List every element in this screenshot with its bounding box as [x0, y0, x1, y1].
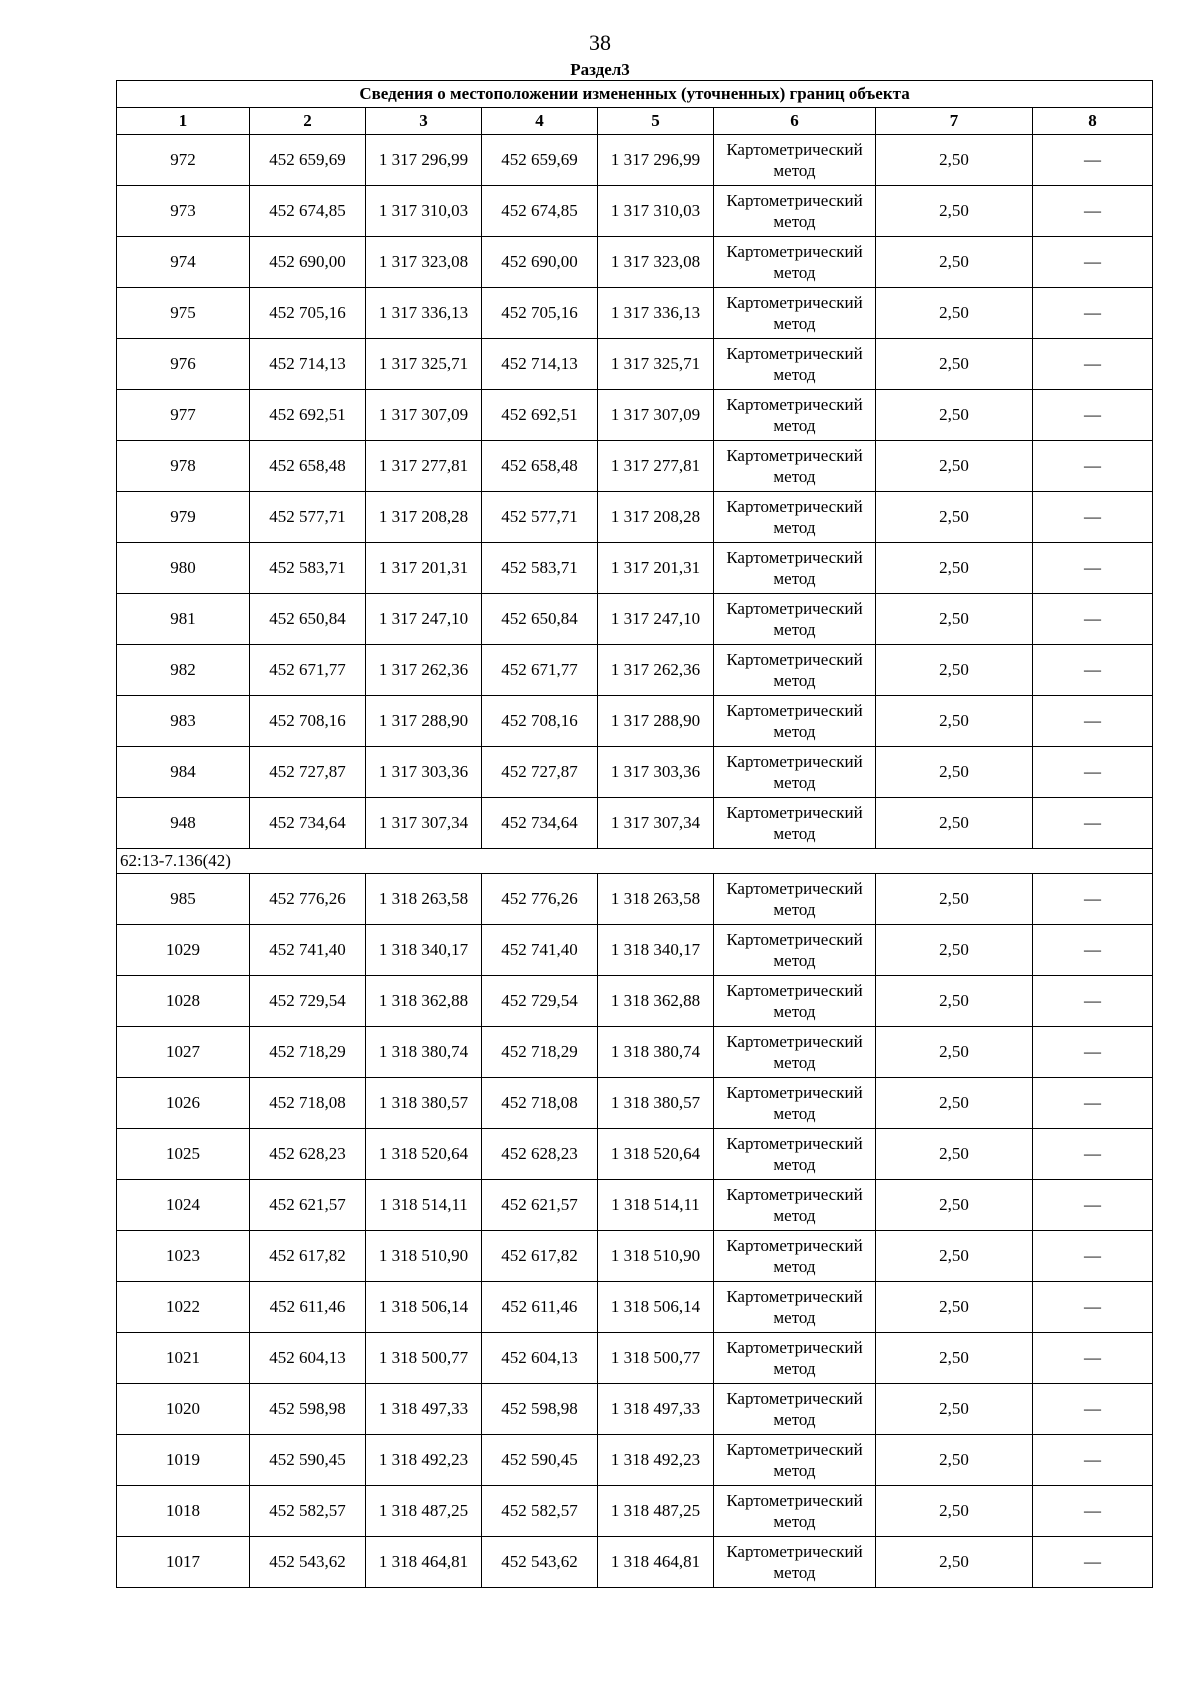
x-old-cell: 452 674,85 — [250, 186, 366, 237]
y-old-cell: 1 317 336,13 — [366, 288, 482, 339]
note-cell: — — [1033, 874, 1153, 925]
point-number-cell: 979 — [117, 492, 250, 543]
table-row — [117, 135, 1153, 186]
point-number-cell: 974 — [117, 237, 250, 288]
x-new-cell: 452 671,77 — [482, 645, 598, 696]
table-caption: Сведения о местоположении измененных (уточненных) границ объекта — [117, 81, 1153, 108]
y-new-cell: 1 318 510,90 — [598, 1231, 714, 1282]
method-cell: Картометрический метод — [714, 186, 876, 237]
x-old-cell: 452 734,64 — [250, 798, 366, 849]
table-row — [117, 186, 1153, 237]
table-row — [117, 288, 1153, 339]
y-old-cell: 1 317 247,10 — [366, 594, 482, 645]
x-new-cell: 452 776,26 — [482, 874, 598, 925]
x-new-cell: 452 577,71 — [482, 492, 598, 543]
y-old-cell: 1 318 464,81 — [366, 1537, 482, 1588]
x-new-cell: 452 628,23 — [482, 1129, 598, 1180]
point-number-cell: 984 — [117, 747, 250, 798]
x-old-cell: 452 727,87 — [250, 747, 366, 798]
point-number-cell: 1026 — [117, 1078, 250, 1129]
table-body — [117, 135, 1153, 1588]
accuracy-cell: 2,50 — [876, 594, 1033, 645]
table-row — [117, 798, 1153, 849]
x-new-cell: 452 692,51 — [482, 390, 598, 441]
x-new-cell: 452 659,69 — [482, 135, 598, 186]
y-old-cell: 1 317 303,36 — [366, 747, 482, 798]
table-row — [117, 390, 1153, 441]
method-cell: Картометрический метод — [714, 1078, 876, 1129]
accuracy-cell: 2,50 — [876, 925, 1033, 976]
accuracy-cell: 2,50 — [876, 441, 1033, 492]
x-new-cell: 452 741,40 — [482, 925, 598, 976]
note-cell: — — [1033, 1180, 1153, 1231]
note-cell: — — [1033, 1384, 1153, 1435]
accuracy-cell: 2,50 — [876, 1537, 1033, 1588]
x-old-cell: 452 577,71 — [250, 492, 366, 543]
accuracy-cell: 2,50 — [876, 1384, 1033, 1435]
x-old-cell: 452 776,26 — [250, 874, 366, 925]
x-new-cell: 452 583,71 — [482, 543, 598, 594]
column-number: 4 — [482, 108, 598, 135]
y-new-cell: 1 317 303,36 — [598, 747, 714, 798]
x-old-cell: 452 598,98 — [250, 1384, 366, 1435]
accuracy-cell: 2,50 — [876, 1027, 1033, 1078]
method-cell: Картометрический метод — [714, 1435, 876, 1486]
section-title: Раздел3 — [570, 60, 630, 79]
y-new-cell: 1 318 506,14 — [598, 1282, 714, 1333]
method-cell: Картометрический метод — [714, 1129, 876, 1180]
method-cell: Картометрический метод — [714, 288, 876, 339]
y-new-cell: 1 318 263,58 — [598, 874, 714, 925]
boundary-coordinates-table — [116, 80, 1153, 1588]
point-number-cell: 975 — [117, 288, 250, 339]
y-old-cell: 1 318 500,77 — [366, 1333, 482, 1384]
y-old-cell: 1 317 296,99 — [366, 135, 482, 186]
x-new-cell: 452 621,57 — [482, 1180, 598, 1231]
note-cell: — — [1033, 925, 1153, 976]
x-old-cell: 452 692,51 — [250, 390, 366, 441]
table-row — [117, 492, 1153, 543]
accuracy-cell: 2,50 — [876, 1435, 1033, 1486]
y-new-cell: 1 318 520,64 — [598, 1129, 714, 1180]
x-new-cell: 452 604,13 — [482, 1333, 598, 1384]
x-old-cell: 452 611,46 — [250, 1282, 366, 1333]
table-row — [117, 696, 1153, 747]
accuracy-cell: 2,50 — [876, 1282, 1033, 1333]
note-cell: — — [1033, 747, 1153, 798]
table-row — [117, 237, 1153, 288]
x-old-cell: 452 582,57 — [250, 1486, 366, 1537]
page-number: 38 — [589, 30, 611, 55]
y-new-cell: 1 318 487,25 — [598, 1486, 714, 1537]
method-cell: Картометрический метод — [714, 492, 876, 543]
x-new-cell: 452 582,57 — [482, 1486, 598, 1537]
column-number: 1 — [117, 108, 250, 135]
x-old-cell: 452 741,40 — [250, 925, 366, 976]
table-row — [117, 1027, 1153, 1078]
table-row — [117, 1537, 1153, 1588]
accuracy-cell: 2,50 — [876, 645, 1033, 696]
point-number-cell: 1021 — [117, 1333, 250, 1384]
note-cell: — — [1033, 135, 1153, 186]
method-cell: Картометрический метод — [714, 1180, 876, 1231]
table-row — [117, 339, 1153, 390]
note-cell: — — [1033, 1537, 1153, 1588]
x-new-cell: 452 734,64 — [482, 798, 598, 849]
y-old-cell: 1 318 514,11 — [366, 1180, 482, 1231]
method-cell: Картометрический метод — [714, 874, 876, 925]
table-row — [117, 1129, 1153, 1180]
point-number-cell: 972 — [117, 135, 250, 186]
note-cell: — — [1033, 339, 1153, 390]
point-number-cell: 1019 — [117, 1435, 250, 1486]
point-number-cell: 1017 — [117, 1537, 250, 1588]
accuracy-cell: 2,50 — [876, 1333, 1033, 1384]
note-cell: — — [1033, 1027, 1153, 1078]
x-new-cell: 452 718,29 — [482, 1027, 598, 1078]
table-row — [117, 874, 1153, 925]
accuracy-cell: 2,50 — [876, 874, 1033, 925]
method-cell: Картометрический метод — [714, 135, 876, 186]
note-cell: — — [1033, 594, 1153, 645]
y-old-cell: 1 317 307,09 — [366, 390, 482, 441]
point-number-cell: 980 — [117, 543, 250, 594]
x-new-cell: 452 714,13 — [482, 339, 598, 390]
y-old-cell: 1 317 288,90 — [366, 696, 482, 747]
x-new-cell: 452 727,87 — [482, 747, 598, 798]
x-old-cell: 452 590,45 — [250, 1435, 366, 1486]
y-new-cell: 1 318 464,81 — [598, 1537, 714, 1588]
table-row — [117, 645, 1153, 696]
x-new-cell: 452 658,48 — [482, 441, 598, 492]
method-cell: Картометрический метод — [714, 1384, 876, 1435]
note-cell: — — [1033, 1435, 1153, 1486]
y-new-cell: 1 317 247,10 — [598, 594, 714, 645]
method-cell: Картометрический метод — [714, 1333, 876, 1384]
accuracy-cell: 2,50 — [876, 1231, 1033, 1282]
x-old-cell: 452 708,16 — [250, 696, 366, 747]
y-new-cell: 1 318 362,88 — [598, 976, 714, 1027]
y-old-cell: 1 317 325,71 — [366, 339, 482, 390]
y-old-cell: 1 317 310,03 — [366, 186, 482, 237]
method-cell: Картометрический метод — [714, 925, 876, 976]
y-old-cell: 1 317 262,36 — [366, 645, 482, 696]
y-old-cell: 1 317 201,31 — [366, 543, 482, 594]
note-cell: — — [1033, 237, 1153, 288]
y-new-cell: 1 318 514,11 — [598, 1180, 714, 1231]
point-number-cell: 1027 — [117, 1027, 250, 1078]
x-old-cell: 452 621,57 — [250, 1180, 366, 1231]
y-old-cell: 1 318 380,74 — [366, 1027, 482, 1078]
x-new-cell: 452 598,98 — [482, 1384, 598, 1435]
y-old-cell: 1 318 362,88 — [366, 976, 482, 1027]
table-row — [117, 543, 1153, 594]
y-new-cell: 1 317 262,36 — [598, 645, 714, 696]
group-label: 62:13-7.136(42) — [117, 849, 1153, 874]
x-old-cell: 452 718,29 — [250, 1027, 366, 1078]
y-new-cell: 1 317 288,90 — [598, 696, 714, 747]
table-row — [117, 1333, 1153, 1384]
method-cell: Картометрический метод — [714, 543, 876, 594]
y-new-cell: 1 317 208,28 — [598, 492, 714, 543]
x-new-cell: 452 718,08 — [482, 1078, 598, 1129]
y-new-cell: 1 318 380,57 — [598, 1078, 714, 1129]
accuracy-cell: 2,50 — [876, 696, 1033, 747]
note-cell: — — [1033, 798, 1153, 849]
column-number: 3 — [366, 108, 482, 135]
x-old-cell: 452 628,23 — [250, 1129, 366, 1180]
x-old-cell: 452 729,54 — [250, 976, 366, 1027]
y-new-cell: 1 318 500,77 — [598, 1333, 714, 1384]
column-number: 8 — [1033, 108, 1153, 135]
note-cell: — — [1033, 1231, 1153, 1282]
note-cell: — — [1033, 441, 1153, 492]
method-cell: Картометрический метод — [714, 645, 876, 696]
y-old-cell: 1 318 492,23 — [366, 1435, 482, 1486]
table-row — [117, 1435, 1153, 1486]
note-cell: — — [1033, 186, 1153, 237]
y-new-cell: 1 318 497,33 — [598, 1384, 714, 1435]
y-old-cell: 1 318 506,14 — [366, 1282, 482, 1333]
y-new-cell: 1 317 201,31 — [598, 543, 714, 594]
y-new-cell: 1 317 325,71 — [598, 339, 714, 390]
note-cell: — — [1033, 288, 1153, 339]
x-old-cell: 452 650,84 — [250, 594, 366, 645]
note-cell: — — [1033, 492, 1153, 543]
note-cell: — — [1033, 1078, 1153, 1129]
y-old-cell: 1 318 340,17 — [366, 925, 482, 976]
y-old-cell: 1 318 497,33 — [366, 1384, 482, 1435]
note-cell: — — [1033, 1333, 1153, 1384]
x-old-cell: 452 543,62 — [250, 1537, 366, 1588]
method-cell: Картометрический метод — [714, 390, 876, 441]
note-cell: — — [1033, 696, 1153, 747]
point-number-cell: 978 — [117, 441, 250, 492]
point-number-cell: 1028 — [117, 976, 250, 1027]
method-cell: Картометрический метод — [714, 441, 876, 492]
accuracy-cell: 2,50 — [876, 1078, 1033, 1129]
method-cell: Картометрический метод — [714, 798, 876, 849]
x-new-cell: 452 590,45 — [482, 1435, 598, 1486]
accuracy-cell: 2,50 — [876, 1486, 1033, 1537]
point-number-cell: 1022 — [117, 1282, 250, 1333]
note-cell: — — [1033, 1282, 1153, 1333]
method-cell: Картометрический метод — [714, 1537, 876, 1588]
point-number-cell: 1023 — [117, 1231, 250, 1282]
note-cell: — — [1033, 390, 1153, 441]
accuracy-cell: 2,50 — [876, 543, 1033, 594]
note-cell: — — [1033, 1486, 1153, 1537]
x-old-cell: 452 714,13 — [250, 339, 366, 390]
table-row — [117, 1384, 1153, 1435]
x-old-cell: 452 604,13 — [250, 1333, 366, 1384]
method-cell: Картометрический метод — [714, 237, 876, 288]
table-row — [117, 1180, 1153, 1231]
point-number-cell: 985 — [117, 874, 250, 925]
x-old-cell: 452 705,16 — [250, 288, 366, 339]
accuracy-cell: 2,50 — [876, 339, 1033, 390]
x-old-cell: 452 583,71 — [250, 543, 366, 594]
method-cell: Картометрический метод — [714, 1486, 876, 1537]
table-row — [117, 441, 1153, 492]
method-cell: Картометрический метод — [714, 1282, 876, 1333]
x-new-cell: 452 611,46 — [482, 1282, 598, 1333]
x-new-cell: 452 690,00 — [482, 237, 598, 288]
accuracy-cell: 2,50 — [876, 135, 1033, 186]
x-new-cell: 452 543,62 — [482, 1537, 598, 1588]
y-old-cell: 1 318 520,64 — [366, 1129, 482, 1180]
point-number-cell: 977 — [117, 390, 250, 441]
method-cell: Картометрический метод — [714, 594, 876, 645]
accuracy-cell: 2,50 — [876, 747, 1033, 798]
table-row — [117, 976, 1153, 1027]
y-old-cell: 1 317 208,28 — [366, 492, 482, 543]
accuracy-cell: 2,50 — [876, 492, 1033, 543]
point-number-cell: 948 — [117, 798, 250, 849]
y-new-cell: 1 318 380,74 — [598, 1027, 714, 1078]
point-number-cell: 983 — [117, 696, 250, 747]
column-number: 7 — [876, 108, 1033, 135]
point-number-cell: 973 — [117, 186, 250, 237]
accuracy-cell: 2,50 — [876, 237, 1033, 288]
accuracy-cell: 2,50 — [876, 798, 1033, 849]
y-new-cell: 1 317 307,34 — [598, 798, 714, 849]
method-cell: Картометрический метод — [714, 339, 876, 390]
group-label-row — [117, 849, 1153, 874]
method-cell: Картометрический метод — [714, 1231, 876, 1282]
y-new-cell: 1 318 340,17 — [598, 925, 714, 976]
note-cell: — — [1033, 976, 1153, 1027]
y-new-cell: 1 317 310,03 — [598, 186, 714, 237]
method-cell: Картометрический метод — [714, 1027, 876, 1078]
x-new-cell: 452 729,54 — [482, 976, 598, 1027]
note-cell: — — [1033, 543, 1153, 594]
y-old-cell: 1 318 510,90 — [366, 1231, 482, 1282]
accuracy-cell: 2,50 — [876, 288, 1033, 339]
table-row — [117, 594, 1153, 645]
note-cell: — — [1033, 645, 1153, 696]
y-new-cell: 1 317 336,13 — [598, 288, 714, 339]
y-old-cell: 1 318 263,58 — [366, 874, 482, 925]
y-new-cell: 1 317 307,09 — [598, 390, 714, 441]
x-new-cell: 452 650,84 — [482, 594, 598, 645]
table-row — [117, 1231, 1153, 1282]
column-number: 5 — [598, 108, 714, 135]
x-old-cell: 452 659,69 — [250, 135, 366, 186]
accuracy-cell: 2,50 — [876, 1180, 1033, 1231]
column-number-row — [117, 108, 1153, 135]
method-cell: Картометрический метод — [714, 747, 876, 798]
point-number-cell: 982 — [117, 645, 250, 696]
y-new-cell: 1 317 323,08 — [598, 237, 714, 288]
table-row — [117, 925, 1153, 976]
point-number-cell: 1018 — [117, 1486, 250, 1537]
method-cell: Картометрический метод — [714, 696, 876, 747]
y-old-cell: 1 318 380,57 — [366, 1078, 482, 1129]
point-number-cell: 1029 — [117, 925, 250, 976]
x-old-cell: 452 658,48 — [250, 441, 366, 492]
point-number-cell: 1020 — [117, 1384, 250, 1435]
point-number-cell: 1025 — [117, 1129, 250, 1180]
point-number-cell: 976 — [117, 339, 250, 390]
x-old-cell: 452 671,77 — [250, 645, 366, 696]
method-cell: Картометрический метод — [714, 976, 876, 1027]
y-new-cell: 1 317 296,99 — [598, 135, 714, 186]
accuracy-cell: 2,50 — [876, 390, 1033, 441]
table-row — [117, 1486, 1153, 1537]
column-number: 2 — [250, 108, 366, 135]
note-cell: — — [1033, 1129, 1153, 1180]
x-new-cell: 452 617,82 — [482, 1231, 598, 1282]
point-number-cell: 981 — [117, 594, 250, 645]
table-row — [117, 1078, 1153, 1129]
x-old-cell: 452 718,08 — [250, 1078, 366, 1129]
accuracy-cell: 2,50 — [876, 186, 1033, 237]
y-old-cell: 1 318 487,25 — [366, 1486, 482, 1537]
table-caption-row — [117, 81, 1153, 108]
y-new-cell: 1 317 277,81 — [598, 441, 714, 492]
y-new-cell: 1 318 492,23 — [598, 1435, 714, 1486]
accuracy-cell: 2,50 — [876, 1129, 1033, 1180]
x-old-cell: 452 690,00 — [250, 237, 366, 288]
table-row — [117, 747, 1153, 798]
point-number-cell: 1024 — [117, 1180, 250, 1231]
y-old-cell: 1 317 277,81 — [366, 441, 482, 492]
x-new-cell: 452 708,16 — [482, 696, 598, 747]
column-number: 6 — [714, 108, 876, 135]
x-new-cell: 452 705,16 — [482, 288, 598, 339]
y-old-cell: 1 317 323,08 — [366, 237, 482, 288]
y-old-cell: 1 317 307,34 — [366, 798, 482, 849]
x-old-cell: 452 617,82 — [250, 1231, 366, 1282]
table-row — [117, 1282, 1153, 1333]
x-new-cell: 452 674,85 — [482, 186, 598, 237]
accuracy-cell: 2,50 — [876, 976, 1033, 1027]
